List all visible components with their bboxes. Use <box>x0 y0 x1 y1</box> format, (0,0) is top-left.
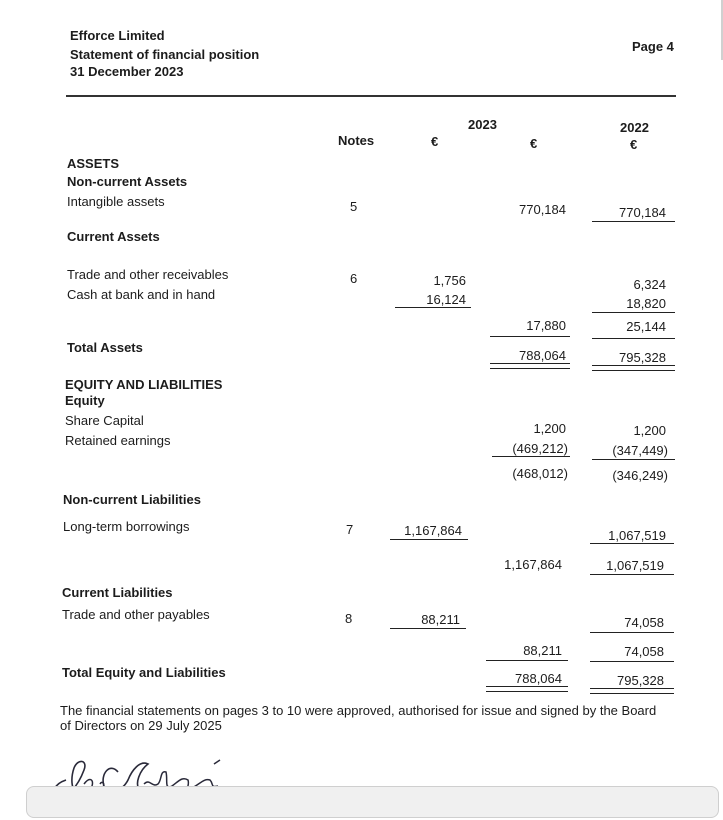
retained-2022-rule <box>592 459 675 460</box>
current-total-2022-rule <box>592 338 675 339</box>
total-assets-2022-double-rule <box>592 365 675 371</box>
cash-label: Cash at bank and in hand <box>67 287 216 302</box>
cash-2022: 18,820 <box>626 296 666 311</box>
cash-2023-rule <box>395 307 471 308</box>
payables-2022: 74,058 <box>624 615 664 630</box>
approval-line-2: of Directors on 29 July 2025 <box>60 718 222 733</box>
total-equity-liabilities-2022: 795,328 <box>617 673 664 688</box>
current-liabilities-total-2022: 74,058 <box>624 644 664 659</box>
intangible-2022-rule <box>592 221 675 222</box>
cash-2023: 16,124 <box>426 292 466 307</box>
retained-earnings-2022: (347,449) <box>612 443 668 458</box>
page-number: Page 4 <box>632 39 674 54</box>
borrowings-note: 7 <box>346 522 354 537</box>
viewer-bottom-bar <box>26 786 719 818</box>
current-liabilities-total-2023: 88,211 <box>523 643 562 658</box>
payables-label: Trade and other payables <box>62 607 210 622</box>
current-assets-total-2023: 17,880 <box>526 318 566 333</box>
header-rule <box>66 95 676 97</box>
statement-title: Statement of financial position <box>70 47 260 62</box>
assets-heading: ASSETS <box>67 156 120 171</box>
year-2022-header: 2022 <box>620 120 649 135</box>
currency-2022: € <box>630 137 638 152</box>
current-assets-total-2022: 25,144 <box>626 319 666 334</box>
current-total-2022-rule <box>590 661 674 662</box>
payables-2022-rule <box>590 632 674 633</box>
equity-heading: Equity <box>65 393 105 408</box>
currency-2023-detail: € <box>431 134 439 149</box>
noncurrent-liabilities-heading: Non-current Liabilities <box>63 492 201 507</box>
receivables-note: 6 <box>350 271 358 286</box>
payables-2023-rule <box>390 628 466 629</box>
borrowings-2022: 1,067,519 <box>608 528 666 543</box>
current-assets-heading: Current Assets <box>67 229 160 244</box>
noncurrent-liabilities-total-2023: 1,167,864 <box>504 557 562 572</box>
share-capital-2022: 1,200 <box>633 423 666 438</box>
receivables-2022: 6,324 <box>633 277 666 292</box>
payables-note: 8 <box>345 611 353 626</box>
total-assets-2022: 795,328 <box>619 350 666 365</box>
intangible-2022: 770,184 <box>619 205 666 220</box>
current-liabilities-heading: Current Liabilities <box>62 585 173 600</box>
equity-total-2023: (468,012) <box>512 466 568 481</box>
cash-2022-rule <box>592 312 675 313</box>
retained-earnings-2023: (469,212) <box>512 441 568 456</box>
statement-date: 31 December 2023 <box>70 64 184 79</box>
retained-earnings-label: Retained earnings <box>65 433 171 448</box>
share-capital-label: Share Capital <box>65 413 144 428</box>
receivables-2023: 1,756 <box>433 273 466 288</box>
noncurrent-liabilities-total-2022: 1,067,519 <box>606 558 664 573</box>
retained-2023-rule <box>492 456 570 457</box>
noncurrent-total-2022-rule <box>590 574 674 575</box>
payables-2023: 88,211 <box>421 612 460 627</box>
total-equity-liabilities-2023: 788,064 <box>515 671 562 686</box>
intangible-assets-label: Intangible assets <box>67 194 165 209</box>
total-assets-2023-double-rule <box>490 363 570 369</box>
equity-total-2022: (346,249) <box>612 468 668 483</box>
intangible-2023: 770,184 <box>519 202 566 217</box>
borrowings-2023-rule <box>390 539 468 540</box>
current-total-2023-rule <box>486 660 568 661</box>
company-name: Efforce Limited <box>70 28 165 43</box>
current-total-2023-rule <box>490 336 570 337</box>
borrowings-2022-rule <box>590 543 674 544</box>
borrowings-label: Long-term borrowings <box>63 519 190 534</box>
total-assets-2023: 788,064 <box>519 348 566 363</box>
receivables-label: Trade and other receivables <box>67 267 229 282</box>
approval-line-1: The financial statements on pages 3 to 10 were approved, authorised for issue and signed by the Board <box>60 703 657 718</box>
currency-2023-total: € <box>530 136 538 151</box>
total-el-2023-double-rule <box>486 686 568 692</box>
year-2023-header: 2023 <box>468 117 497 132</box>
borrowings-2023: 1,167,864 <box>404 523 462 538</box>
total-assets-label: Total Assets <box>67 340 143 355</box>
total-equity-liabilities-label: Total Equity and Liabilities <box>62 665 226 680</box>
noncurrent-assets-heading: Non-current Assets <box>67 174 188 189</box>
equity-liabilities-heading: EQUITY AND LIABILITIES <box>65 377 223 392</box>
notes-header: Notes <box>338 133 375 148</box>
intangible-note: 5 <box>350 199 358 214</box>
total-el-2022-double-rule <box>590 688 674 694</box>
share-capital-2023: 1,200 <box>533 421 566 436</box>
